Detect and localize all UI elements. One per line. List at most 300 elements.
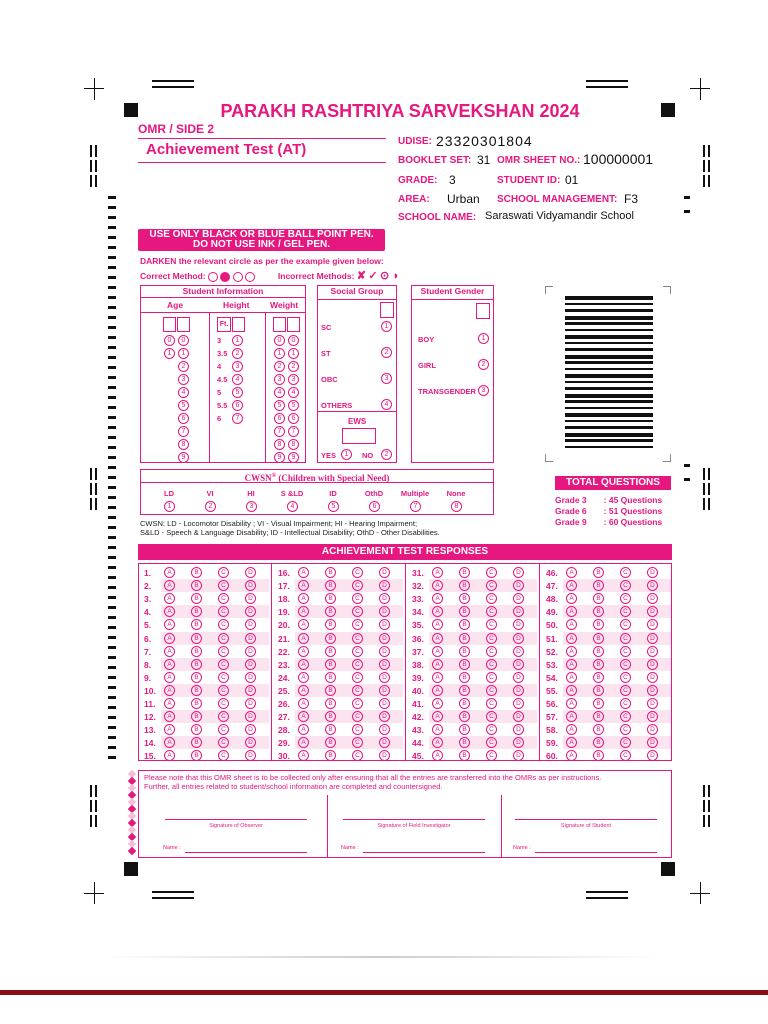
age-units-bubble[interactable]: 6 [178, 413, 189, 424]
answer-bubble[interactable]: D [647, 737, 658, 748]
answer-bubble[interactable]: C [620, 711, 631, 722]
answer-bubble[interactable]: D [379, 737, 390, 748]
answer-bubble[interactable]: D [647, 685, 658, 696]
answer-bubble[interactable]: C [352, 580, 363, 591]
answer-bubble[interactable]: B [459, 606, 470, 617]
answer-bubble[interactable]: A [566, 580, 577, 591]
answer-bubble[interactable]: A [298, 698, 309, 709]
cwsn-bubble[interactable]: 4 [287, 501, 298, 512]
weight-tens-bubble[interactable]: 4 [274, 387, 285, 398]
answer-bubble[interactable]: D [245, 593, 256, 604]
answer-bubble[interactable]: C [620, 606, 631, 617]
weight-tens-bubble[interactable]: 2 [274, 361, 285, 372]
answer-bubble[interactable]: C [352, 606, 363, 617]
answer-bubble[interactable]: C [620, 724, 631, 735]
answer-bubble[interactable]: A [164, 698, 175, 709]
gender-box-input[interactable] [476, 303, 490, 319]
answer-bubble[interactable]: A [164, 672, 175, 683]
gender-bubble[interactable]: 1 [478, 333, 489, 344]
answer-bubble[interactable]: C [486, 580, 497, 591]
answer-bubble[interactable]: C [218, 737, 229, 748]
age-units-bubble[interactable]: 8 [178, 439, 189, 450]
answer-bubble[interactable]: C [218, 633, 229, 644]
answer-bubble[interactable]: B [191, 737, 202, 748]
answer-bubble[interactable]: A [432, 750, 443, 761]
height-bubble[interactable]: 4 [232, 374, 243, 385]
answer-bubble[interactable]: A [432, 724, 443, 735]
height-bubble[interactable]: 3 [232, 361, 243, 372]
answer-bubble[interactable]: D [245, 659, 256, 670]
weight-tens-bubble[interactable]: 5 [274, 400, 285, 411]
age-units-bubble[interactable]: 3 [178, 374, 189, 385]
answer-bubble[interactable]: D [513, 646, 524, 657]
answer-bubble[interactable]: B [325, 567, 336, 578]
answer-bubble[interactable]: D [245, 685, 256, 696]
weight-units-bubble[interactable]: 7 [288, 426, 299, 437]
age-units-bubble[interactable]: 1 [178, 348, 189, 359]
answer-bubble[interactable]: B [593, 750, 604, 761]
age-units-bubble[interactable]: 0 [178, 335, 189, 346]
answer-bubble[interactable]: A [566, 659, 577, 670]
answer-bubble[interactable]: C [620, 619, 631, 630]
answer-bubble[interactable]: C [352, 619, 363, 630]
ews-no-bubble[interactable]: 2 [381, 449, 392, 460]
answer-bubble[interactable]: B [325, 593, 336, 604]
answer-bubble[interactable]: B [191, 619, 202, 630]
answer-bubble[interactable]: D [379, 750, 390, 761]
answer-bubble[interactable]: C [352, 567, 363, 578]
answer-bubble[interactable]: A [298, 711, 309, 722]
weight-tens-bubble[interactable]: 1 [274, 348, 285, 359]
answer-bubble[interactable]: B [459, 711, 470, 722]
answer-bubble[interactable]: C [486, 659, 497, 670]
answer-bubble[interactable]: C [486, 633, 497, 644]
answer-bubble[interactable]: B [325, 724, 336, 735]
answer-bubble[interactable]: A [164, 606, 175, 617]
answer-bubble[interactable]: D [513, 659, 524, 670]
answer-bubble[interactable]: C [218, 711, 229, 722]
answer-bubble[interactable]: A [432, 633, 443, 644]
answer-bubble[interactable]: C [620, 750, 631, 761]
social-group-bubble[interactable]: 4 [381, 399, 392, 410]
answer-bubble[interactable]: B [593, 567, 604, 578]
answer-bubble[interactable]: B [325, 633, 336, 644]
answer-bubble[interactable]: A [164, 685, 175, 696]
answer-bubble[interactable]: D [513, 567, 524, 578]
answer-bubble[interactable]: B [459, 698, 470, 709]
answer-bubble[interactable]: B [459, 646, 470, 657]
answer-bubble[interactable]: B [459, 724, 470, 735]
answer-bubble[interactable]: C [352, 633, 363, 644]
answer-bubble[interactable]: B [459, 659, 470, 670]
answer-bubble[interactable]: B [459, 750, 470, 761]
answer-bubble[interactable]: A [164, 619, 175, 630]
height-bubble[interactable]: 5 [232, 387, 243, 398]
answer-bubble[interactable]: D [513, 672, 524, 683]
answer-bubble[interactable]: B [459, 685, 470, 696]
answer-bubble[interactable]: C [352, 750, 363, 761]
answer-bubble[interactable]: D [513, 633, 524, 644]
answer-bubble[interactable]: B [325, 619, 336, 630]
answer-bubble[interactable]: D [245, 606, 256, 617]
answer-bubble[interactable]: A [432, 646, 443, 657]
answer-bubble[interactable]: A [566, 750, 577, 761]
answer-bubble[interactable]: D [647, 606, 658, 617]
age-tens-bubble[interactable]: 1 [164, 348, 175, 359]
answer-bubble[interactable]: C [620, 659, 631, 670]
answer-bubble[interactable]: B [191, 606, 202, 617]
answer-bubble[interactable]: A [164, 646, 175, 657]
social-group-bubble[interactable]: 2 [381, 347, 392, 358]
age-units-bubble[interactable]: 9 [178, 452, 189, 463]
answer-bubble[interactable]: B [191, 724, 202, 735]
answer-bubble[interactable]: D [513, 737, 524, 748]
answer-bubble[interactable]: B [593, 698, 604, 709]
answer-bubble[interactable]: B [325, 750, 336, 761]
answer-bubble[interactable]: C [620, 567, 631, 578]
answer-bubble[interactable]: D [647, 593, 658, 604]
answer-bubble[interactable]: A [566, 685, 577, 696]
answer-bubble[interactable]: D [647, 580, 658, 591]
answer-bubble[interactable]: B [325, 646, 336, 657]
answer-bubble[interactable]: C [218, 593, 229, 604]
answer-bubble[interactable]: A [298, 737, 309, 748]
answer-bubble[interactable]: B [593, 646, 604, 657]
answer-bubble[interactable]: D [513, 580, 524, 591]
answer-bubble[interactable]: C [620, 698, 631, 709]
answer-bubble[interactable]: D [647, 646, 658, 657]
answer-bubble[interactable]: C [352, 698, 363, 709]
answer-bubble[interactable]: C [486, 750, 497, 761]
answer-bubble[interactable]: D [513, 750, 524, 761]
answer-bubble[interactable]: A [298, 685, 309, 696]
answer-bubble[interactable]: C [620, 593, 631, 604]
answer-bubble[interactable]: D [379, 580, 390, 591]
weight-tens-bubble[interactable]: 0 [274, 335, 285, 346]
answer-bubble[interactable]: C [352, 685, 363, 696]
answer-bubble[interactable]: A [298, 633, 309, 644]
answer-bubble[interactable]: C [218, 580, 229, 591]
answer-bubble[interactable]: B [191, 567, 202, 578]
answer-bubble[interactable]: A [566, 593, 577, 604]
answer-bubble[interactable]: C [486, 567, 497, 578]
answer-bubble[interactable]: A [164, 593, 175, 604]
answer-bubble[interactable]: B [459, 593, 470, 604]
answer-bubble[interactable]: D [513, 685, 524, 696]
answer-bubble[interactable]: A [566, 724, 577, 735]
answer-bubble[interactable]: D [245, 750, 256, 761]
answer-bubble[interactable]: C [620, 633, 631, 644]
answer-bubble[interactable]: A [164, 580, 175, 591]
answer-bubble[interactable]: B [191, 698, 202, 709]
answer-bubble[interactable]: C [620, 672, 631, 683]
answer-bubble[interactable]: D [513, 606, 524, 617]
weight-units-bubble[interactable]: 4 [288, 387, 299, 398]
answer-bubble[interactable]: C [352, 659, 363, 670]
answer-bubble[interactable]: D [379, 606, 390, 617]
answer-bubble[interactable]: A [432, 567, 443, 578]
answer-bubble[interactable]: A [566, 711, 577, 722]
ews-yes-bubble[interactable]: 1 [341, 449, 352, 460]
answer-bubble[interactable]: B [593, 619, 604, 630]
answer-bubble[interactable]: D [513, 724, 524, 735]
answer-bubble[interactable]: B [191, 659, 202, 670]
answer-bubble[interactable]: A [164, 750, 175, 761]
answer-bubble[interactable]: D [513, 619, 524, 630]
weight-digit-box[interactable] [273, 317, 286, 332]
answer-bubble[interactable]: D [647, 672, 658, 683]
answer-bubble[interactable]: B [191, 672, 202, 683]
answer-bubble[interactable]: D [245, 567, 256, 578]
answer-bubble[interactable]: D [647, 659, 658, 670]
answer-bubble[interactable]: C [486, 698, 497, 709]
answer-bubble[interactable]: B [593, 593, 604, 604]
answer-bubble[interactable]: C [218, 659, 229, 670]
answer-bubble[interactable]: C [218, 567, 229, 578]
answer-bubble[interactable]: A [298, 619, 309, 630]
weight-units-bubble[interactable]: 8 [288, 439, 299, 450]
answer-bubble[interactable]: A [298, 567, 309, 578]
answer-bubble[interactable]: D [245, 724, 256, 735]
answer-bubble[interactable]: D [379, 633, 390, 644]
answer-bubble[interactable]: D [379, 659, 390, 670]
height-bubble[interactable]: 7 [232, 413, 243, 424]
answer-bubble[interactable]: D [647, 711, 658, 722]
answer-bubble[interactable]: B [325, 659, 336, 670]
answer-bubble[interactable]: D [647, 724, 658, 735]
answer-bubble[interactable]: B [325, 711, 336, 722]
answer-bubble[interactable]: C [218, 750, 229, 761]
answer-bubble[interactable]: D [647, 698, 658, 709]
answer-bubble[interactable]: B [325, 685, 336, 696]
answer-bubble[interactable]: C [620, 737, 631, 748]
answer-bubble[interactable]: B [593, 659, 604, 670]
answer-bubble[interactable]: A [566, 698, 577, 709]
answer-bubble[interactable]: C [486, 685, 497, 696]
answer-bubble[interactable]: C [218, 606, 229, 617]
weight-units-bubble[interactable]: 3 [288, 374, 299, 385]
answer-bubble[interactable]: D [379, 685, 390, 696]
height-bubble[interactable]: 6 [232, 400, 243, 411]
cwsn-bubble[interactable]: 5 [328, 501, 339, 512]
answer-bubble[interactable]: C [486, 737, 497, 748]
age-digit-box[interactable] [177, 317, 190, 332]
answer-bubble[interactable]: A [432, 685, 443, 696]
cwsn-bubble[interactable]: 7 [410, 501, 421, 512]
weight-units-bubble[interactable]: 6 [288, 413, 299, 424]
answer-bubble[interactable]: C [352, 593, 363, 604]
answer-bubble[interactable]: C [218, 672, 229, 683]
answer-bubble[interactable]: B [191, 593, 202, 604]
answer-bubble[interactable]: A [298, 659, 309, 670]
answer-bubble[interactable]: C [352, 672, 363, 683]
answer-bubble[interactable]: D [245, 619, 256, 630]
answer-bubble[interactable]: B [191, 646, 202, 657]
answer-bubble[interactable]: D [245, 698, 256, 709]
age-units-bubble[interactable]: 4 [178, 387, 189, 398]
age-units-bubble[interactable]: 2 [178, 361, 189, 372]
weight-units-bubble[interactable]: 5 [288, 400, 299, 411]
answer-bubble[interactable]: A [432, 711, 443, 722]
weight-units-bubble[interactable]: 2 [288, 361, 299, 372]
answer-bubble[interactable]: B [325, 698, 336, 709]
answer-bubble[interactable]: A [298, 580, 309, 591]
weight-tens-bubble[interactable]: 3 [274, 374, 285, 385]
age-units-bubble[interactable]: 7 [178, 426, 189, 437]
answer-bubble[interactable]: A [298, 672, 309, 683]
answer-bubble[interactable]: C [620, 685, 631, 696]
answer-bubble[interactable]: D [647, 633, 658, 644]
answer-bubble[interactable]: A [432, 659, 443, 670]
weight-units-bubble[interactable]: 1 [288, 348, 299, 359]
answer-bubble[interactable]: D [379, 593, 390, 604]
answer-bubble[interactable]: B [593, 711, 604, 722]
answer-bubble[interactable]: B [191, 750, 202, 761]
answer-bubble[interactable]: D [379, 724, 390, 735]
answer-bubble[interactable]: A [164, 737, 175, 748]
answer-bubble[interactable]: C [352, 737, 363, 748]
answer-bubble[interactable]: C [486, 646, 497, 657]
answer-bubble[interactable]: D [245, 711, 256, 722]
answer-bubble[interactable]: A [298, 724, 309, 735]
answer-bubble[interactable]: B [459, 633, 470, 644]
answer-bubble[interactable]: D [245, 633, 256, 644]
weight-tens-bubble[interactable]: 8 [274, 439, 285, 450]
answer-bubble[interactable]: A [432, 606, 443, 617]
age-digit-box[interactable] [163, 317, 176, 332]
answer-bubble[interactable]: C [218, 685, 229, 696]
gender-bubble[interactable]: 3 [478, 385, 489, 396]
answer-bubble[interactable]: B [593, 737, 604, 748]
cwsn-bubble[interactable]: 1 [164, 501, 175, 512]
answer-bubble[interactable]: D [245, 580, 256, 591]
answer-bubble[interactable]: C [218, 619, 229, 630]
answer-bubble[interactable]: B [325, 737, 336, 748]
answer-bubble[interactable]: D [245, 646, 256, 657]
answer-bubble[interactable]: B [191, 633, 202, 644]
age-units-bubble[interactable]: 5 [178, 400, 189, 411]
answer-bubble[interactable]: B [191, 711, 202, 722]
answer-bubble[interactable]: D [379, 711, 390, 722]
answer-bubble[interactable]: A [298, 593, 309, 604]
age-tens-bubble[interactable]: 0 [164, 335, 175, 346]
answer-bubble[interactable]: A [432, 698, 443, 709]
answer-bubble[interactable]: A [298, 750, 309, 761]
answer-bubble[interactable]: C [486, 711, 497, 722]
weight-digit-box[interactable] [287, 317, 300, 332]
ews-box[interactable] [342, 428, 376, 444]
answer-bubble[interactable]: D [379, 619, 390, 630]
answer-bubble[interactable]: A [298, 606, 309, 617]
answer-bubble[interactable]: C [486, 606, 497, 617]
answer-bubble[interactable]: C [352, 711, 363, 722]
cwsn-bubble[interactable]: 8 [451, 501, 462, 512]
height-bubble[interactable]: 2 [232, 348, 243, 359]
answer-bubble[interactable]: A [566, 633, 577, 644]
cwsn-bubble[interactable]: 2 [205, 501, 216, 512]
weight-tens-bubble[interactable]: 7 [274, 426, 285, 437]
answer-bubble[interactable]: A [298, 646, 309, 657]
answer-bubble[interactable]: A [432, 619, 443, 630]
answer-bubble[interactable]: C [218, 698, 229, 709]
answer-bubble[interactable]: A [566, 737, 577, 748]
weight-units-bubble[interactable]: 9 [288, 452, 299, 463]
answer-bubble[interactable]: D [379, 646, 390, 657]
cwsn-bubble[interactable]: 3 [246, 501, 257, 512]
answer-bubble[interactable]: A [566, 619, 577, 630]
answer-bubble[interactable]: D [647, 567, 658, 578]
gender-bubble[interactable]: 2 [478, 359, 489, 370]
answer-bubble[interactable]: A [566, 606, 577, 617]
answer-bubble[interactable]: B [593, 672, 604, 683]
weight-tens-bubble[interactable]: 6 [274, 413, 285, 424]
answer-bubble[interactable]: B [593, 724, 604, 735]
answer-bubble[interactable]: C [486, 672, 497, 683]
social-group-box-input[interactable] [380, 302, 394, 318]
answer-bubble[interactable]: C [620, 646, 631, 657]
answer-bubble[interactable]: D [647, 619, 658, 630]
answer-bubble[interactable]: B [191, 685, 202, 696]
answer-bubble[interactable]: D [245, 737, 256, 748]
social-group-bubble[interactable]: 1 [381, 321, 392, 332]
answer-bubble[interactable]: C [486, 724, 497, 735]
answer-bubble[interactable]: A [432, 580, 443, 591]
answer-bubble[interactable]: D [513, 711, 524, 722]
answer-bubble[interactable]: A [566, 646, 577, 657]
answer-bubble[interactable]: B [325, 580, 336, 591]
answer-bubble[interactable]: C [352, 646, 363, 657]
answer-bubble[interactable]: B [593, 685, 604, 696]
height-bubble[interactable]: 1 [232, 335, 243, 346]
answer-bubble[interactable]: A [432, 737, 443, 748]
answer-bubble[interactable]: B [459, 580, 470, 591]
answer-bubble[interactable]: A [164, 659, 175, 670]
answer-bubble[interactable]: C [620, 580, 631, 591]
answer-bubble[interactable]: B [459, 619, 470, 630]
answer-bubble[interactable]: A [432, 593, 443, 604]
answer-bubble[interactable]: B [593, 606, 604, 617]
answer-bubble[interactable]: B [459, 672, 470, 683]
answer-bubble[interactable]: B [459, 567, 470, 578]
answer-bubble[interactable]: D [245, 672, 256, 683]
answer-bubble[interactable]: D [379, 567, 390, 578]
answer-bubble[interactable]: A [566, 672, 577, 683]
height-inch-box[interactable] [232, 317, 245, 332]
answer-bubble[interactable]: D [647, 750, 658, 761]
answer-bubble[interactable]: A [566, 567, 577, 578]
social-group-bubble[interactable]: 3 [381, 373, 392, 384]
weight-units-bubble[interactable]: 0 [288, 335, 299, 346]
answer-bubble[interactable]: C [486, 619, 497, 630]
height-ft-box[interactable]: Ft. [217, 317, 231, 332]
answer-bubble[interactable]: A [164, 724, 175, 735]
answer-bubble[interactable]: B [593, 580, 604, 591]
answer-bubble[interactable]: C [486, 593, 497, 604]
answer-bubble[interactable]: C [352, 724, 363, 735]
answer-bubble[interactable]: A [164, 633, 175, 644]
answer-bubble[interactable]: C [218, 646, 229, 657]
answer-bubble[interactable]: B [325, 672, 336, 683]
answer-bubble[interactable]: B [191, 580, 202, 591]
answer-bubble[interactable]: A [164, 711, 175, 722]
answer-bubble[interactable]: D [379, 672, 390, 683]
answer-bubble[interactable]: A [432, 672, 443, 683]
answer-bubble[interactable]: B [593, 633, 604, 644]
answer-bubble[interactable]: C [218, 724, 229, 735]
answer-bubble[interactable]: B [325, 606, 336, 617]
weight-tens-bubble[interactable]: 9 [274, 452, 285, 463]
answer-bubble[interactable]: D [379, 698, 390, 709]
